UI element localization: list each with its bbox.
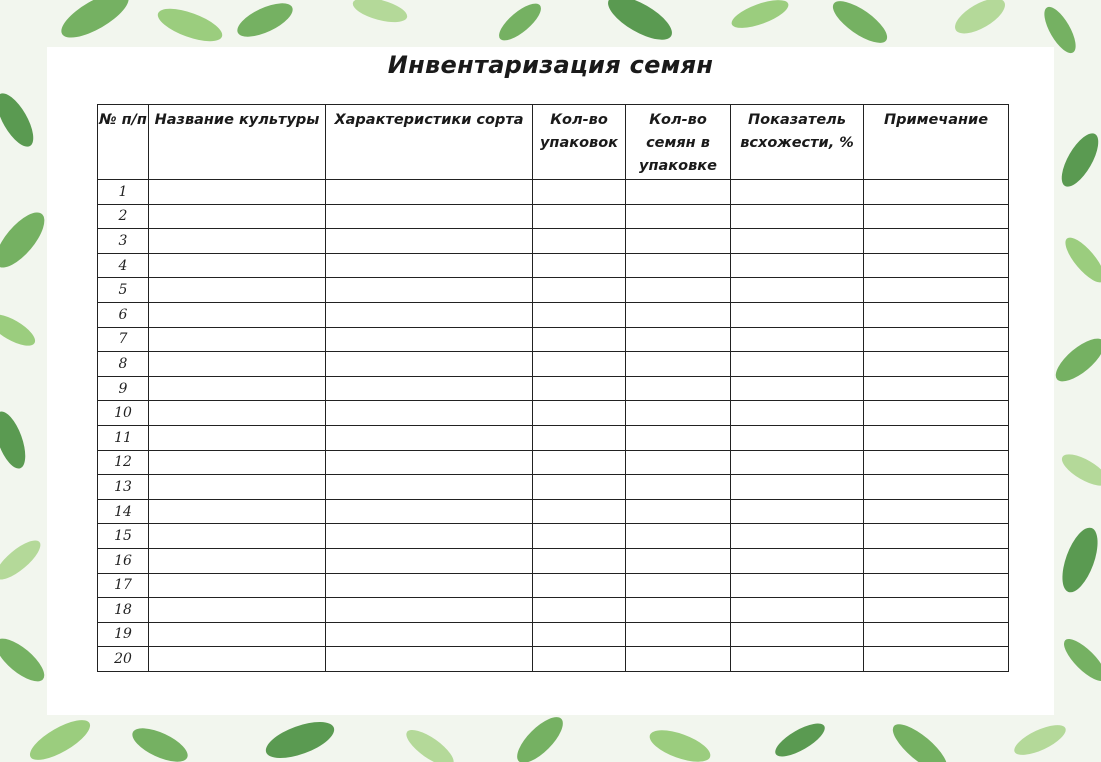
germination-rate-cell[interactable] (731, 548, 864, 573)
variety-traits-cell[interactable] (326, 475, 533, 500)
variety-traits-cell[interactable] (326, 376, 533, 401)
crop-name-cell[interactable] (149, 622, 326, 647)
table-row (98, 598, 1009, 623)
seeds-per-package-cell[interactable] (626, 352, 731, 377)
seeds-per-package-cell[interactable] (626, 499, 731, 524)
notes-cell[interactable] (864, 352, 1009, 377)
germination-rate-cell[interactable] (731, 352, 864, 377)
germination-rate-cell[interactable] (731, 376, 864, 401)
seeds-per-package-cell[interactable] (626, 548, 731, 573)
notes-cell[interactable] (864, 425, 1009, 450)
row-number: 11 (98, 425, 149, 450)
seeds-per-package-cell[interactable] (626, 475, 731, 500)
germination-rate-cell[interactable] (731, 401, 864, 426)
germination-rate-cell[interactable] (731, 598, 864, 623)
table-row (98, 475, 1009, 500)
germination-rate-cell[interactable] (731, 425, 864, 450)
package-count-cell[interactable] (533, 573, 626, 598)
seeds-per-package-cell[interactable] (626, 278, 731, 303)
seeds-per-package-cell[interactable] (626, 425, 731, 450)
variety-traits-cell[interactable] (326, 327, 533, 352)
crop-name-cell[interactable] (149, 499, 326, 524)
table-row (98, 352, 1009, 377)
seeds-per-package-cell[interactable] (626, 598, 731, 623)
germination-rate-cell[interactable] (731, 475, 864, 500)
package-count-cell[interactable] (533, 499, 626, 524)
package-count-cell[interactable] (533, 548, 626, 573)
variety-traits-cell[interactable] (326, 524, 533, 549)
seeds-per-package-cell[interactable] (626, 401, 731, 426)
notes-cell[interactable] (864, 622, 1009, 647)
crop-name-cell[interactable] (149, 204, 326, 229)
header-germination-rate: Показатель всхожести, % (731, 105, 864, 180)
table-row (98, 401, 1009, 426)
row-number: 10 (98, 401, 149, 426)
notes-cell[interactable] (864, 204, 1009, 229)
seeds-per-package-cell[interactable] (626, 524, 731, 549)
notes-cell[interactable] (864, 598, 1009, 623)
variety-traits-cell[interactable] (326, 278, 533, 303)
row-number: 7 (98, 327, 149, 352)
germination-rate-cell[interactable] (731, 499, 864, 524)
notes-cell[interactable] (864, 229, 1009, 254)
notes-cell[interactable] (864, 548, 1009, 573)
variety-traits-cell[interactable] (326, 548, 533, 573)
seed-inventory-table (97, 104, 1009, 672)
package-count-cell[interactable] (533, 302, 626, 327)
crop-name-cell[interactable] (149, 475, 326, 500)
header-variety-traits: Характеристики сорта (326, 105, 533, 180)
header-row (98, 105, 1009, 180)
row-number: 3 (98, 229, 149, 254)
notes-cell[interactable] (864, 573, 1009, 598)
seeds-per-package-cell[interactable] (626, 376, 731, 401)
crop-name-cell[interactable] (149, 229, 326, 254)
germination-rate-cell[interactable] (731, 302, 864, 327)
seeds-per-package-cell[interactable] (626, 327, 731, 352)
table-row (98, 622, 1009, 647)
row-number: 19 (98, 622, 149, 647)
table-row (98, 425, 1009, 450)
row-number: 8 (98, 352, 149, 377)
crop-name-cell[interactable] (149, 352, 326, 377)
row-number: 5 (98, 278, 149, 303)
seeds-per-package-cell[interactable] (626, 229, 731, 254)
germination-rate-cell[interactable] (731, 622, 864, 647)
notes-cell[interactable] (864, 401, 1009, 426)
package-count-cell[interactable] (533, 376, 626, 401)
package-count-cell[interactable] (533, 450, 626, 475)
notes-cell[interactable] (864, 499, 1009, 524)
crop-name-cell[interactable] (149, 425, 326, 450)
package-count-cell[interactable] (533, 180, 626, 205)
package-count-cell[interactable] (533, 524, 626, 549)
row-number: 6 (98, 302, 149, 327)
row-number: 1 (98, 180, 149, 205)
table-row (98, 499, 1009, 524)
seeds-per-package-cell[interactable] (626, 302, 731, 327)
crop-name-cell[interactable] (149, 548, 326, 573)
table-row (98, 647, 1009, 672)
crop-name-cell[interactable] (149, 376, 326, 401)
variety-traits-cell[interactable] (326, 647, 533, 672)
notes-cell[interactable] (864, 327, 1009, 352)
row-number: 15 (98, 524, 149, 549)
seeds-per-package-cell[interactable] (626, 622, 731, 647)
crop-name-cell[interactable] (149, 180, 326, 205)
notes-cell[interactable] (864, 647, 1009, 672)
notes-cell[interactable] (864, 475, 1009, 500)
variety-traits-cell[interactable] (326, 302, 533, 327)
crop-name-cell[interactable] (149, 327, 326, 352)
variety-traits-cell[interactable] (326, 253, 533, 278)
notes-cell[interactable] (864, 253, 1009, 278)
table-row (98, 302, 1009, 327)
variety-traits-cell[interactable] (326, 450, 533, 475)
germination-rate-cell[interactable] (731, 327, 864, 352)
germination-rate-cell[interactable] (731, 450, 864, 475)
seeds-per-package-cell[interactable] (626, 450, 731, 475)
package-count-cell[interactable] (533, 229, 626, 254)
variety-traits-cell[interactable] (326, 229, 533, 254)
notes-cell[interactable] (864, 302, 1009, 327)
seeds-per-package-cell[interactable] (626, 180, 731, 205)
row-number: 17 (98, 573, 149, 598)
table-row (98, 204, 1009, 229)
variety-traits-cell[interactable] (326, 401, 533, 426)
variety-traits-cell[interactable] (326, 352, 533, 377)
table-row (98, 524, 1009, 549)
germination-rate-cell[interactable] (731, 647, 864, 672)
header-package-count: Кол-во упаковок (533, 105, 626, 180)
seeds-per-package-cell[interactable] (626, 204, 731, 229)
header-seeds-per-package: Кол-во семян в упаковке (626, 105, 731, 180)
crop-name-cell[interactable] (149, 647, 326, 672)
package-count-cell[interactable] (533, 327, 626, 352)
variety-traits-cell[interactable] (326, 180, 533, 205)
notes-cell[interactable] (864, 524, 1009, 549)
header-number: № п/п (98, 105, 149, 180)
crop-name-cell[interactable] (149, 573, 326, 598)
table-row (98, 450, 1009, 475)
germination-rate-cell[interactable] (731, 204, 864, 229)
crop-name-cell[interactable] (149, 278, 326, 303)
variety-traits-cell[interactable] (326, 598, 533, 623)
crop-name-cell[interactable] (149, 401, 326, 426)
row-number: 9 (98, 376, 149, 401)
germination-rate-cell[interactable] (731, 229, 864, 254)
table-row (98, 180, 1009, 205)
table-row (98, 548, 1009, 573)
table-row (98, 327, 1009, 352)
table-row (98, 253, 1009, 278)
crop-name-cell[interactable] (149, 450, 326, 475)
table-row (98, 573, 1009, 598)
variety-traits-cell[interactable] (326, 204, 533, 229)
row-number: 16 (98, 548, 149, 573)
seeds-per-package-cell[interactable] (626, 647, 731, 672)
header-notes: Примечание (864, 105, 1009, 180)
row-number: 4 (98, 253, 149, 278)
package-count-cell[interactable] (533, 622, 626, 647)
crop-name-cell[interactable] (149, 253, 326, 278)
notes-cell[interactable] (864, 450, 1009, 475)
notes-cell[interactable] (864, 376, 1009, 401)
variety-traits-cell[interactable] (326, 622, 533, 647)
package-count-cell[interactable] (533, 647, 626, 672)
page-title: Инвентаризация семян (387, 51, 714, 79)
crop-name-cell[interactable] (149, 302, 326, 327)
row-number: 18 (98, 598, 149, 623)
germination-rate-cell[interactable] (731, 253, 864, 278)
crop-name-cell[interactable] (149, 524, 326, 549)
package-count-cell[interactable] (533, 278, 626, 303)
row-number: 14 (98, 499, 149, 524)
germination-rate-cell[interactable] (731, 278, 864, 303)
package-count-cell[interactable] (533, 425, 626, 450)
variety-traits-cell[interactable] (326, 425, 533, 450)
package-count-cell[interactable] (533, 475, 626, 500)
package-count-cell[interactable] (533, 204, 626, 229)
variety-traits-cell[interactable] (326, 573, 533, 598)
notes-cell[interactable] (864, 278, 1009, 303)
package-count-cell[interactable] (533, 253, 626, 278)
row-number: 12 (98, 450, 149, 475)
row-number: 2 (98, 204, 149, 229)
variety-traits-cell[interactable] (326, 499, 533, 524)
crop-name-cell[interactable] (149, 598, 326, 623)
package-count-cell[interactable] (533, 598, 626, 623)
table-row (98, 229, 1009, 254)
germination-rate-cell[interactable] (731, 180, 864, 205)
row-number: 20 (98, 647, 149, 672)
table-row (98, 376, 1009, 401)
row-number: 13 (98, 475, 149, 500)
package-count-cell[interactable] (533, 352, 626, 377)
germination-rate-cell[interactable] (731, 524, 864, 549)
table-row (98, 278, 1009, 303)
header-crop-name: Название культуры (149, 105, 326, 180)
notes-cell[interactable] (864, 180, 1009, 205)
seeds-per-package-cell[interactable] (626, 253, 731, 278)
seeds-per-package-cell[interactable] (626, 573, 731, 598)
germination-rate-cell[interactable] (731, 573, 864, 598)
package-count-cell[interactable] (533, 401, 626, 426)
